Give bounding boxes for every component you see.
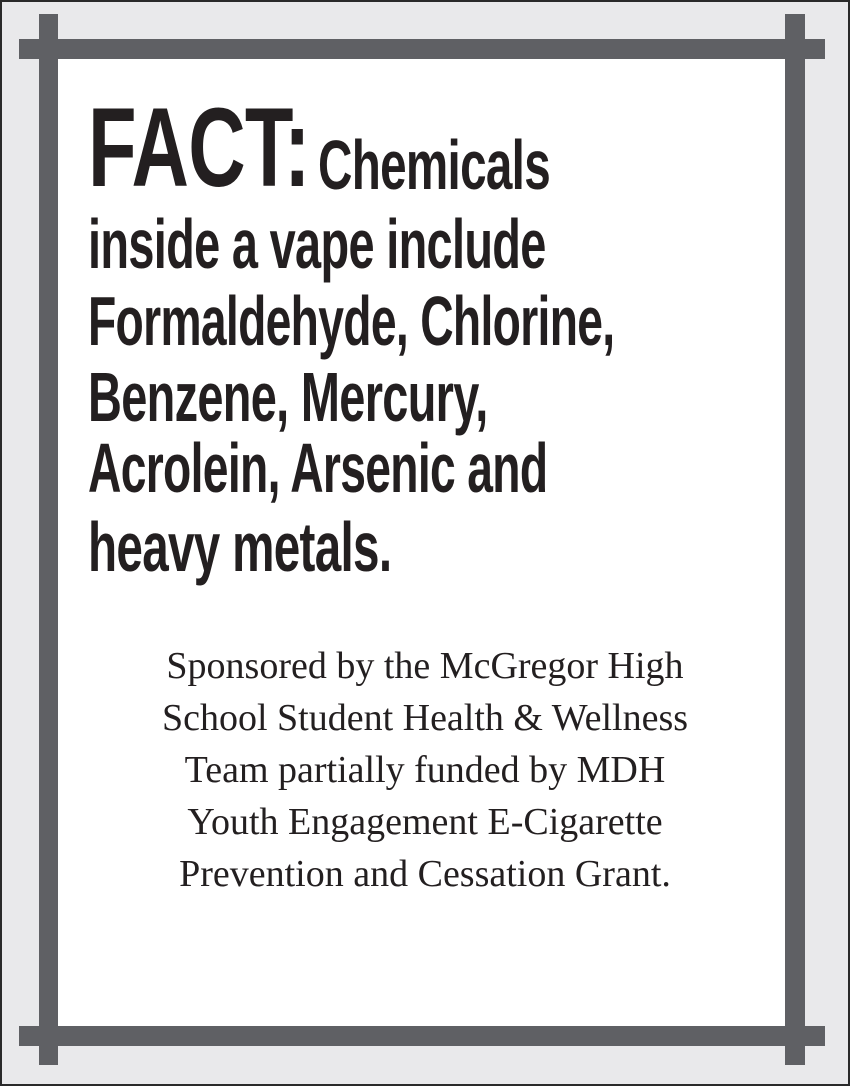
sponsor-line-4: Youth Engagement E-Cigarette: [187, 801, 663, 843]
headline-line-4: Benzene, Mercury,: [88, 358, 488, 436]
headline-line-1: Chemicals: [318, 126, 550, 204]
headline-line-5: Acrolein, Arsenic and: [88, 429, 548, 507]
frame-bar-bottom: [19, 1026, 825, 1046]
headline-line-6: heavy metals.: [88, 508, 392, 586]
sponsor-line-5: Prevention and Cessation Grant.: [179, 853, 671, 895]
headline-line-3: Formaldehyde, Chlorine,: [88, 282, 615, 360]
headline-fact-label: FACT:: [88, 85, 310, 210]
sponsor-statement: [60, 640, 790, 900]
frame-bar-top: [19, 39, 825, 59]
frame-bar-left: [39, 14, 58, 1065]
headline-line-2: inside a vape include: [88, 205, 546, 283]
sponsor-line-1: Sponsored by the McGregor High: [166, 645, 684, 687]
sponsor-line-3: Team partially funded by MDH: [184, 749, 666, 791]
sponsor-line-2: School Student Health & Wellness: [161, 697, 689, 739]
frame-bar-right: [785, 14, 805, 1065]
